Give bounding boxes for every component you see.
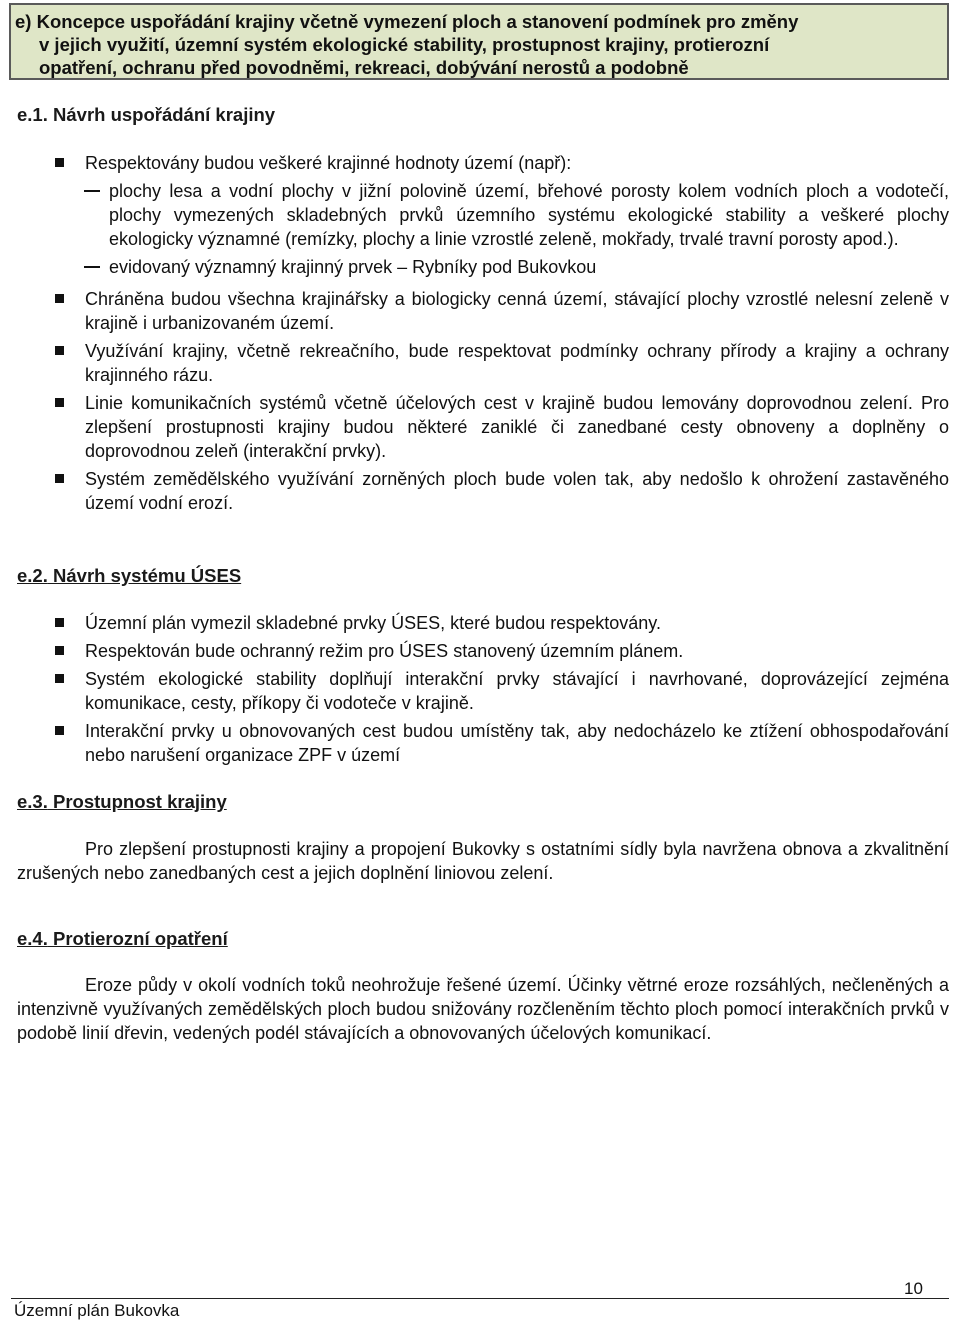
list-item xyxy=(17,719,949,767)
section-title: Návrh uspořádání krajiny xyxy=(53,104,276,125)
square-bullet-icon xyxy=(55,398,64,407)
list-item-text: Respektován bude ochranný režim pro ÚSES stanovený územním plánem. xyxy=(85,641,684,661)
section-title: Prostupnost krajiny xyxy=(53,791,227,812)
list-item xyxy=(17,639,949,663)
square-bullet-icon xyxy=(55,618,64,627)
bullet-list-e1 xyxy=(17,151,949,519)
chapter-heading-box xyxy=(9,3,949,80)
dash-bullet-icon xyxy=(84,190,100,192)
list-item-text: Linie komunikačních systémů včetně účelových cest v krajině budou lemovány doprovodnou zelení. Pro zlepšení prostupnosti krajiny budou některé zaniklé či zanedbané cesty obnoveny a doplněny o doprovodnou zeleň (interakční prvky). xyxy=(85,393,949,461)
list-item-text: Systém ekologické stability doplňují interakční prvky stávající i navrhované, doprovázející zejména komunikace, cesty, příkopy či vodoteče v krajině. xyxy=(85,669,949,713)
list-item-text: Respektovány budou veškeré krajinné hodnoty území (např): xyxy=(85,153,572,173)
paragraph-e3: Pro zlepšení prostupnosti krajiny a propojení Bukovky s ostatními sídly byla navržena obnova a zkvalitnění zrušených nebo zanedbaných cest a jejich doplnění liniovou zelení. xyxy=(17,839,949,883)
section-heading-e4 xyxy=(17,928,228,950)
dash-list-item-text: evidovaný významný krajinný prvek – Rybníky pod Bukovkou xyxy=(109,257,597,277)
square-bullet-icon xyxy=(55,674,64,683)
list-item-text: Územní plán vymezil skladebné prvky ÚSES, které budou respektovány. xyxy=(85,613,661,633)
list-item xyxy=(17,611,949,635)
square-bullet-icon xyxy=(55,646,64,655)
dash-bullet-icon xyxy=(84,266,100,268)
bullet-list-e2 xyxy=(17,611,949,771)
dash-list-item xyxy=(85,179,949,251)
list-item xyxy=(17,339,949,387)
chapter-heading-line-3: opatření, ochranu před povodněmi, rekreaci, dobývání nerostů a podobně xyxy=(39,57,689,78)
square-bullet-icon xyxy=(55,346,64,355)
section-number: e.2. xyxy=(17,565,48,586)
footer-document-title: Územní plán Bukovka xyxy=(14,1301,180,1320)
list-item xyxy=(17,467,949,515)
section-title: Protierozní opatření xyxy=(53,928,228,949)
list-item-text: Využívání krajiny, včetně rekreačního, bude respektovat podmínky ochrany přírody a krajiny a ochrany krajinného rázu. xyxy=(85,341,949,385)
square-bullet-icon xyxy=(55,726,64,735)
list-item xyxy=(17,287,949,335)
dash-list-item xyxy=(85,255,949,279)
list-item-text: Systém zemědělského využívání zorněných ploch bude volen tak, aby nedošlo k ohrožení zastavěného území vodní erozí. xyxy=(85,469,949,513)
list-item xyxy=(17,151,949,279)
dash-list-item-text: plochy lesa a vodní plochy v jižní polovině území, břehové porosty kolem vodních ploch a vodotečí, plochy vymezených skladebných prvků územního systému ekologické stability a veškeré plochy ekologicky významné (remízky, plochy a linie vzrostlé zeleně, mokřady, trvalé travní porosty apod.). xyxy=(109,181,949,249)
section-title-full xyxy=(17,928,228,949)
dash-list xyxy=(85,179,949,279)
square-bullet-icon xyxy=(55,474,64,483)
list-item-text: Interakční prvky u obnovovaných cest budou umístěny tak, aby nedocházelo ke ztížení obhospodařování nebo narušení organizace ZPF v území xyxy=(85,721,949,765)
paragraph-e4: Eroze půdy v okolí vodních toků neohrožuje řešené území. Účinky větrné eroze rozsáhlých, nečleněných a intenzivně využívaných zemědělských ploch budou snižovány rozčleněním těchto ploch pomocí interakčních prvků v podobě linií dřevin, vedených podél stávajících a obnovovaných účelových komunikací. xyxy=(17,975,949,1043)
section-title-full xyxy=(17,565,241,586)
section-title: Návrh systému ÚSES xyxy=(53,565,242,586)
section-heading-e1 xyxy=(17,104,275,126)
page-number: 10 xyxy=(904,1279,923,1298)
section-number: e.3. xyxy=(17,791,48,812)
list-item-text: Chráněna budou všechna krajinářsky a biologicky cenná území, stávající plochy vzrostlé nelesní zeleně v krajině i urbanizovaném území. xyxy=(85,289,949,333)
list-item xyxy=(17,667,949,715)
list-item xyxy=(17,391,949,463)
section-heading-e3 xyxy=(17,791,227,813)
chapter-heading-line-2: v jejich využití, územní systém ekologické stability, prostupnost krajiny, protierozní xyxy=(39,34,770,55)
chapter-heading-line-1: e) Koncepce uspořádání krajiny včetně vymezení ploch a stanovení podmínek pro změny xyxy=(15,11,799,32)
section-number: e.1. xyxy=(17,104,48,125)
section-title-full xyxy=(17,791,227,812)
footer-divider xyxy=(11,1298,949,1299)
square-bullet-icon xyxy=(55,294,64,303)
section-number: e.4. xyxy=(17,928,48,949)
square-bullet-icon xyxy=(55,158,64,167)
section-heading-e2 xyxy=(17,565,241,587)
